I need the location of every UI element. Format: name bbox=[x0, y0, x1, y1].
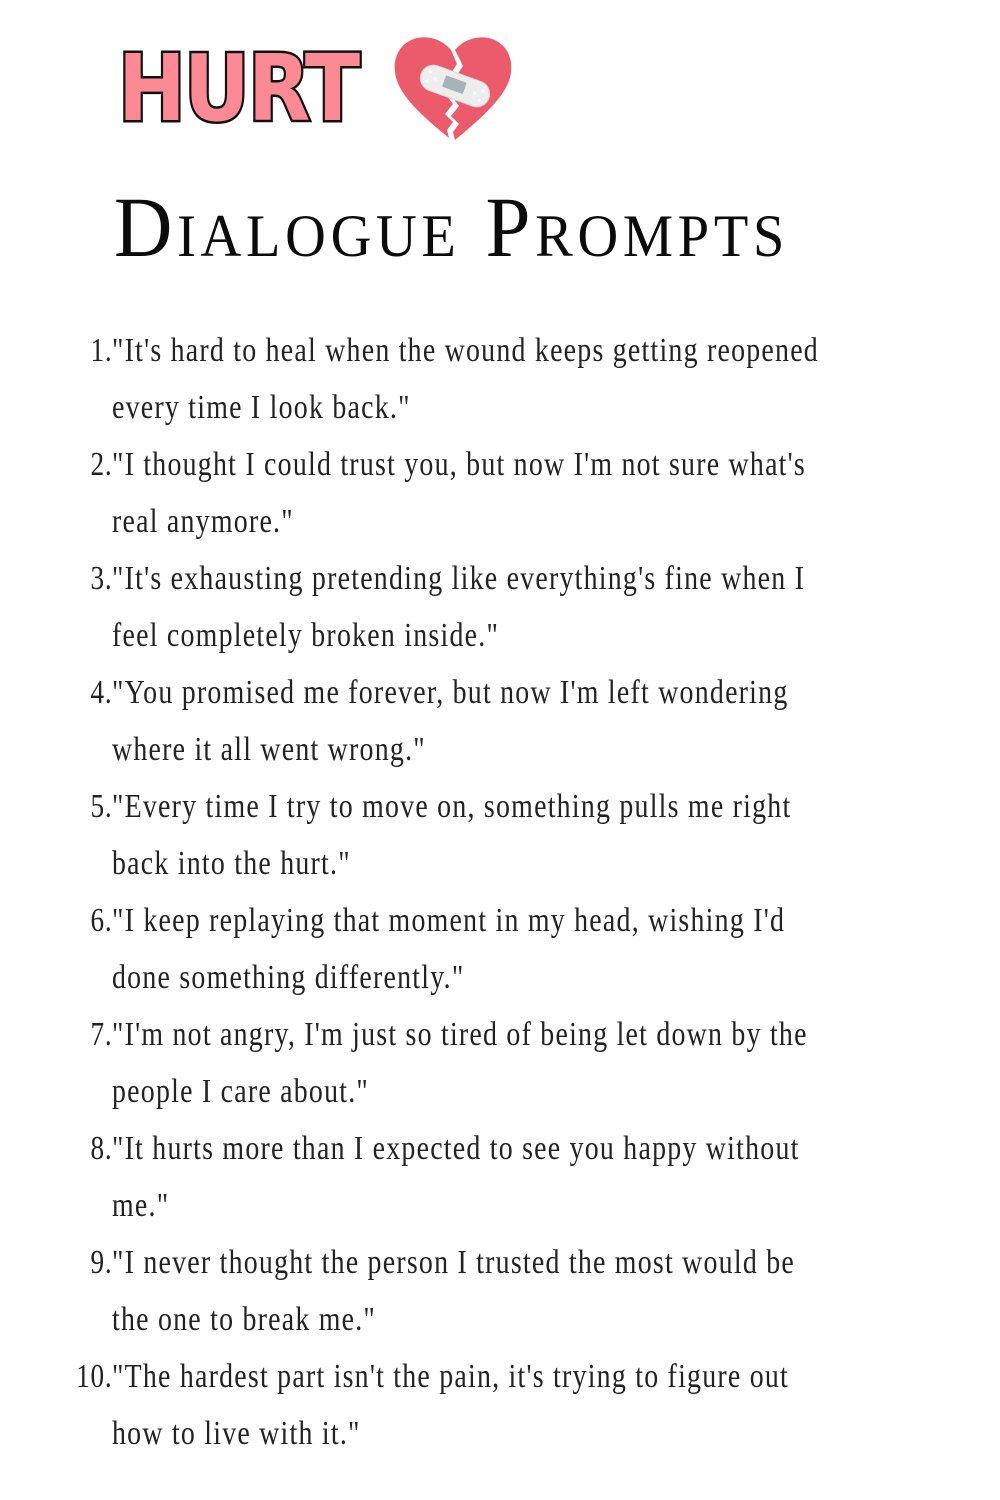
prompt-line-2: feel completely broken inside." bbox=[112, 617, 500, 654]
prompt-text bbox=[112, 1348, 973, 1462]
prompt-item-2 bbox=[0, 436, 1000, 550]
prompt-text bbox=[112, 664, 973, 778]
header bbox=[118, 35, 391, 142]
prompt-text bbox=[112, 322, 973, 436]
prompt-item-8 bbox=[0, 1120, 1000, 1234]
prompt-item-7 bbox=[0, 1006, 1000, 1120]
broken-heart-bandage-icon bbox=[393, 34, 515, 142]
prompt-line-1: "I keep replaying that moment in my head, wishing I'd bbox=[112, 902, 786, 939]
prompt-text bbox=[112, 1120, 973, 1234]
hurt-title: HURT bbox=[118, 35, 359, 142]
prompt-line-1: "It's exhausting pretending like everything's fine when I bbox=[112, 560, 806, 597]
prompt-text bbox=[112, 892, 973, 1006]
prompt-line-2: real anymore." bbox=[112, 503, 294, 540]
prompt-number: 3. bbox=[90, 560, 112, 597]
prompt-list bbox=[0, 322, 1000, 1462]
prompt-number: 4. bbox=[90, 674, 112, 711]
prompt-line-1: "It's hard to heal when the wound keeps getting reopened bbox=[112, 332, 819, 369]
prompt-text bbox=[112, 778, 973, 892]
prompt-line-2: me." bbox=[112, 1187, 170, 1224]
prompt-number: 2. bbox=[90, 446, 112, 483]
prompt-number: 8. bbox=[90, 1130, 112, 1167]
prompt-number: 9. bbox=[90, 1244, 112, 1281]
prompt-line-1: "It hurts more than I expected to see you happy without bbox=[112, 1130, 800, 1167]
page-title: Dialogue Prompts bbox=[114, 179, 790, 275]
prompt-number: 10. bbox=[75, 1358, 112, 1395]
prompt-line-1: "You promised me forever, but now I'm left wondering bbox=[112, 674, 789, 711]
prompt-text bbox=[112, 550, 973, 664]
prompt-line-1: "I never thought the person I trusted the most would be bbox=[112, 1244, 795, 1281]
prompt-item-3 bbox=[0, 550, 1000, 664]
prompt-line-2: where it all went wrong." bbox=[112, 731, 426, 768]
prompt-line-2: people I care about." bbox=[112, 1073, 370, 1110]
prompt-number: 7. bbox=[90, 1016, 112, 1053]
prompt-text bbox=[112, 1006, 973, 1120]
prompt-line-2: how to live with it." bbox=[112, 1415, 361, 1452]
prompt-number: 1. bbox=[90, 332, 112, 369]
prompt-line-1: "I'm not angry, I'm just so tired of being let down by the bbox=[112, 1016, 808, 1053]
prompt-line-1: "Every time I try to move on, something pulls me right bbox=[112, 788, 792, 825]
prompt-item-1 bbox=[0, 322, 1000, 436]
prompt-item-10 bbox=[0, 1348, 1000, 1462]
prompt-item-4 bbox=[0, 664, 1000, 778]
prompt-item-9 bbox=[0, 1234, 1000, 1348]
prompt-text bbox=[112, 436, 973, 550]
prompt-line-2: every time I look back." bbox=[112, 389, 411, 426]
prompt-line-2: done something differently." bbox=[112, 959, 465, 996]
prompt-item-6 bbox=[0, 892, 1000, 1006]
prompt-text bbox=[112, 1234, 973, 1348]
prompt-line-2: the one to break me." bbox=[112, 1301, 377, 1338]
prompt-line-1: "The hardest part isn't the pain, it's trying to figure out bbox=[112, 1358, 790, 1395]
prompt-item-5 bbox=[0, 778, 1000, 892]
prompt-number: 5. bbox=[90, 788, 112, 825]
prompt-number: 6. bbox=[90, 902, 112, 939]
prompt-line-2: back into the hurt." bbox=[112, 845, 351, 882]
prompt-line-1: "I thought I could trust you, but now I'm not sure what's bbox=[112, 446, 807, 483]
